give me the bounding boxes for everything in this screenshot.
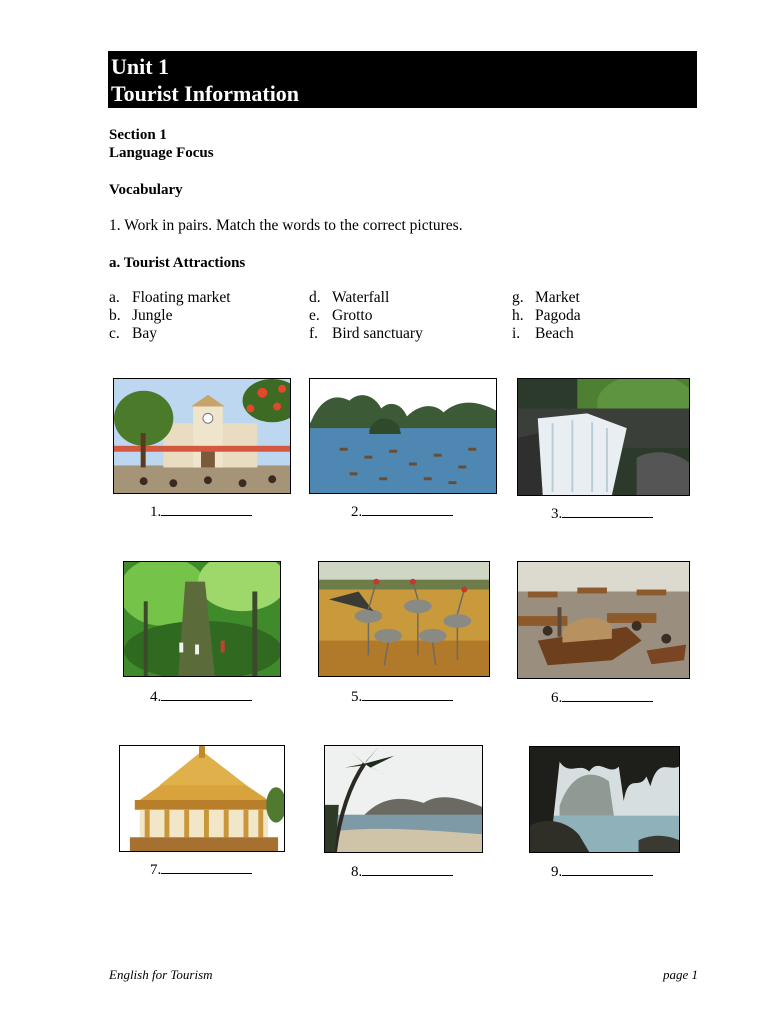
answer-blank-2[interactable]: 2.	[351, 502, 453, 521]
picture-2-bay	[309, 378, 497, 494]
subheading-tourist-attractions: a. Tourist Attractions	[109, 255, 246, 271]
picture-7-pagoda	[119, 745, 285, 852]
vocab-item: b. Jungle	[109, 307, 173, 324]
vocab-column-1	[109, 289, 231, 343]
vocab-item: c. Bay	[109, 325, 157, 342]
vocab-column-3	[512, 289, 581, 343]
vocab-item: i. Beach	[512, 325, 574, 342]
answer-blank-6[interactable]: 6.	[551, 688, 653, 707]
answer-blank-5[interactable]: 5.	[351, 687, 453, 706]
answer-blank-8[interactable]: 8.	[351, 862, 453, 881]
answer-blank-9[interactable]: 9.	[551, 862, 653, 881]
vocab-column-2	[309, 289, 423, 343]
answer-blank-7[interactable]: 7.	[150, 860, 252, 879]
picture-6-floating-market	[517, 561, 690, 679]
picture-4-jungle	[123, 561, 281, 677]
vocab-item: g. Market	[512, 289, 580, 306]
vocab-item: f. Bird sanctuary	[309, 325, 423, 342]
vocab-item: d. Waterfall	[309, 289, 390, 306]
picture-5-birds	[318, 561, 490, 677]
vocab-item: e. Grotto	[309, 307, 373, 324]
footer-book-title: English for Tourism	[109, 967, 213, 982]
unit-title: Tourist Information	[111, 81, 300, 106]
answer-blank-1[interactable]: 1.	[150, 502, 252, 521]
answer-blank-4[interactable]: 4.	[150, 687, 252, 706]
picture-1-market	[113, 378, 291, 494]
picture-8-beach	[324, 745, 483, 853]
vocab-item: h. Pagoda	[512, 307, 581, 324]
section-number: Section 1	[109, 127, 167, 143]
answer-blank-3[interactable]: 3.	[551, 504, 653, 523]
unit-title-bar	[108, 51, 697, 108]
unit-number: Unit 1	[111, 54, 170, 79]
picture-9-grotto	[529, 746, 680, 853]
footer-page-number: page 1	[662, 967, 698, 982]
section-name: Language Focus	[109, 145, 214, 161]
vocabulary-heading: Vocabulary	[109, 182, 183, 198]
instruction-text: 1. Work in pairs. Match the words to the correct pictures.	[109, 217, 463, 234]
picture-3-waterfall	[517, 378, 690, 496]
vocab-item: a. Floating market	[109, 289, 231, 306]
